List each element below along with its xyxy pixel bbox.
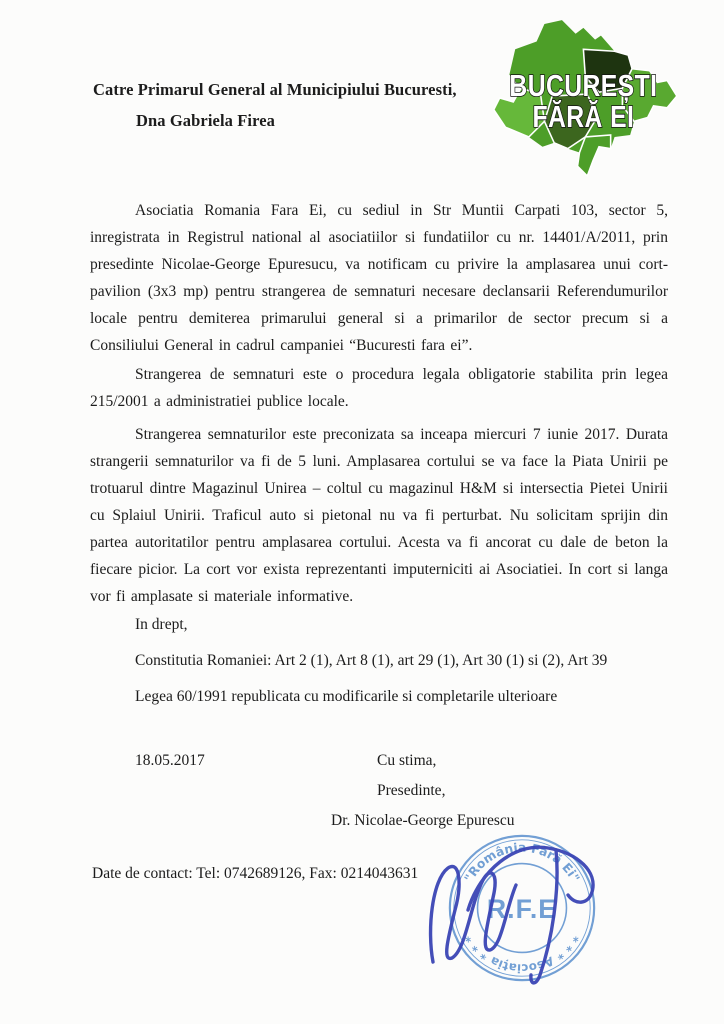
signature-stroke-descender	[531, 850, 557, 983]
letter-date: 18.05.2017	[135, 752, 205, 769]
logo-text-line1: BUCUREȘTI	[509, 68, 658, 103]
contact-line: Date de contact: Tel: 0742689126, Fax: 0214043631	[92, 865, 419, 882]
paragraph-1: Asociatia Romania Fara Ei, cu sediul in Str Muntii Carpati 103, sector 5, inregistrata in Registrul national al asociatiilor si fundatiilor cu nr. 14401/A/2011, prin presedinte Nicolae-George Epuresucu, va notificam cu privire la amplasarea unui cort-pavilion (3x3 mp) pentru strangerea de semnaturi necesare declansarii Referendumurilor locale pentru demiterea primarului general si a primarilor de sector precum si a Consiliului General in cadrul campaniei “Bucuresti fara ei”.	[90, 202, 668, 354]
paragraph-2: Strangerea de semnaturi este o procedura legala obligatorie stabilita prin legea 215/2001 a administratiei publice locale.	[90, 366, 668, 410]
logo-text-line2: FĂRĂ EI	[532, 99, 635, 134]
legal-line-2: Legea 60/1991 republicata cu modificarile si completarile ulterioare	[135, 688, 558, 705]
stamp-top-text: "România Fără Ei"	[461, 840, 583, 885]
stamp-center-text: R.F.E	[486, 893, 558, 924]
in-drept-line: In drept,	[135, 616, 188, 633]
paragraph-3: Strangerea semnaturilor este preconizata sa inceapa miercuri 7 iunie 2017. Durata strangerii semnaturilor va fi de 5 luni. Amplasarea cortului se va face la Piata Unirii pe trotuarul dintre Magazinul Unirea – coltul cu magazinul H&M si intersectia Pietei Unirii cu Splaiul Unirii. Traficul auto si pietonal nu va fi perturbat. Nu solicitam sprijin din partea autoritatilor pentru amplasarea cortului. Acesta va fi ancorat cu dale de beton la fiecare picior. La cort vor exista reprezentanti imputerniciti ai Asociatiei. In cort si langa vor fi amplasate si materiale informative.	[90, 426, 668, 605]
signature-stroke-loops	[431, 866, 516, 962]
stamp-bottom-text: * * * Asociația * * *	[462, 932, 582, 976]
closing-line-3: Dr. Nicolae-George Epurescu	[331, 812, 515, 829]
signature-stroke-arch	[468, 847, 593, 910]
closing-line-1: Cu stima,	[377, 752, 437, 769]
legal-line-1: Constitutia Romaniei: Art 2 (1), Art 8 (1), art 29 (1), Art 30 (1) si (2), Art 39	[135, 652, 608, 669]
recipient-line-2: Dna Gabriela Firea	[136, 111, 275, 130]
closing-line-2: Presedinte,	[377, 782, 446, 799]
bucuresti-fara-ei-logo	[486, 12, 710, 184]
recipient-line-1: Catre Primarul General al Municipiului Bucuresti,	[93, 80, 457, 99]
signature	[415, 825, 630, 995]
